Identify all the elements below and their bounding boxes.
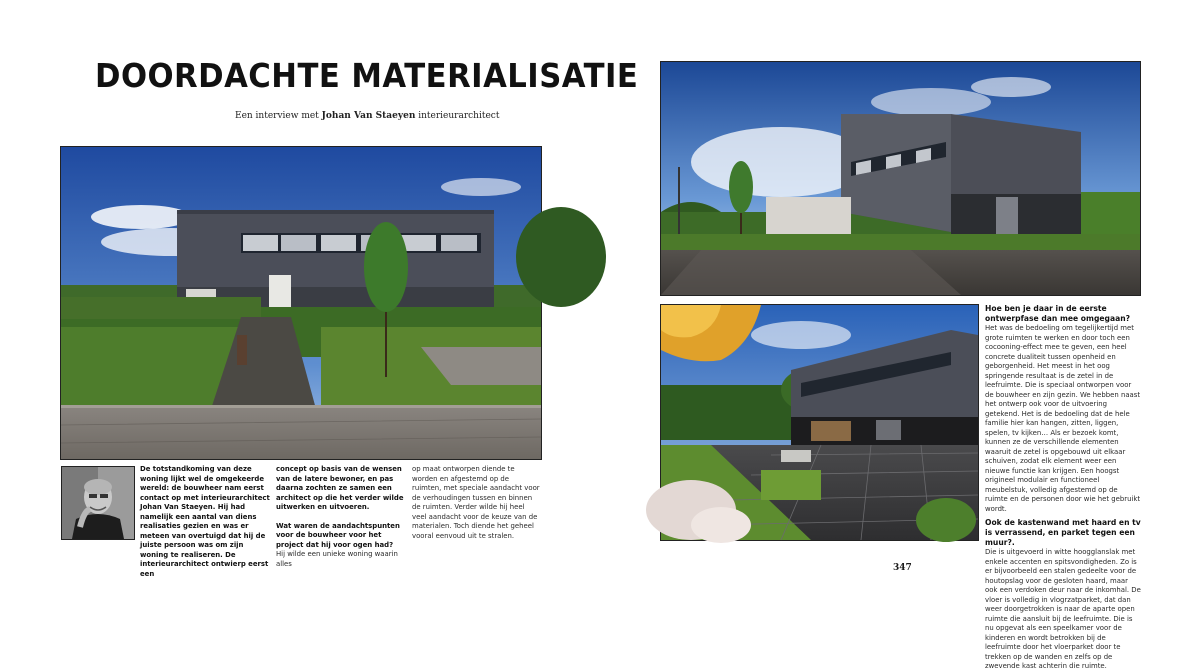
house-front-photo — [60, 146, 542, 460]
article-subtitle — [235, 111, 499, 121]
article-title: DOORDACHTE MATERIALISATIE — [95, 56, 639, 95]
right-question-2: Ook de kastenwand met haard en tv is verrassend, en parket tegen een muur?. — [985, 518, 1141, 547]
column-3-text: op maat ontworpen diende te worden en afgestemd op de ruimten, met speciale aandacht voor de verhoudingen tussen en binnen de ruimten. Verder wilde hij heel veel aandacht voor de keuze van de materialen. Toch diende het geheel vooral eenvoud uit te stralen. — [412, 465, 540, 540]
column-2-answer: Hij wilde een unieke woning waarin alles — [276, 550, 398, 568]
column-2 — [276, 465, 406, 568]
terrace-photo — [660, 304, 979, 541]
column-2-text: concept op basis van de wensen van de latere bewoner, en pas daarna zochten ze samen een architect op die het verder wilde uitwerken en uitvoeren. — [276, 465, 404, 511]
column-right — [985, 304, 1141, 670]
right-question-1: Hoe ben je daar in de eerste ontwerpfase dan mee omgegaan? — [985, 304, 1131, 323]
subtitle-prefix: Een interview met — [235, 111, 322, 121]
house-angle-photo — [660, 61, 1141, 296]
right-answer-1: Het was de bedoeling om tegelijkertijd met grote ruimten te werken en door toch een cocooning-effect mee te geven, een heel concrete dualiteit tussen openheid en geborgenheid. Het meest in het oog springende resultaat is de zetel in de leefruimte. Die is speciaal ontworpen voor de bouwheer en zijn gezin. We hebben naast het ontwerp ook voor de uitvoering getekend. Het is de bedoeling dat de hele familie hier kan hangen, zitten, liggen, spelen, tv kijken… Als er bezoek komt, kunnen ze de verschillende elementen waaruit de zetel is opgebouwd uit elkaar schuiven, zodat elk element weer een nieuwe functie kan krijgen. Een hoogst origineel modulair en functioneel meubelstuk, volledig afgestemd op de ruimte en de personen door wie het gebruikt wordt. — [985, 324, 1141, 513]
column-1 — [140, 465, 270, 578]
portrait-photo — [61, 466, 135, 540]
column-2-question: Wat waren de aandachtspunten voor de bouwheer voor het project dat hij voor ogen had? — [276, 521, 400, 549]
column-1-text: De totstandkoming van deze woning lijkt wel de omgekeerde wereld: de bouwheer nam eerst contact op met interieurarchitect Johan Van Staeyen. Hij had namelijk een aantal van diens realisaties gezien en was er meteen van overtuigd dat hij de juiste persoon was om zijn woning te realiseren. De interieurarchitect ontwierp eerst een — [140, 465, 270, 578]
subtitle-name: Johan Van Staeyen — [321, 111, 416, 121]
page-number: 347 — [893, 563, 912, 573]
right-answer-2: Die is uitgevoerd in witte hoogglanslak met enkele accenten en spitsvondigheden. Zo is er bijvoorbeeld een stalen gedeelte voor de houtopslag voor de gesloten haard, maar ook een verdoken deur naar de inkomhal. De vloer is volledig in vlogrzatparket, dat dan weer doorgetrokken is naar de aparte open ruimte die aansluit bij de leefruimte. Die is nu opgevat als een speelkamer voor de kinderen en wordt betrokken bij de leefruimte door het vloerparket door te trekken op de wanden en zelfs op de zwevende kast achterin die ruimte. — [985, 548, 1141, 670]
column-3 — [412, 465, 540, 555]
subtitle-suffix: interieurarchitect — [415, 111, 500, 121]
